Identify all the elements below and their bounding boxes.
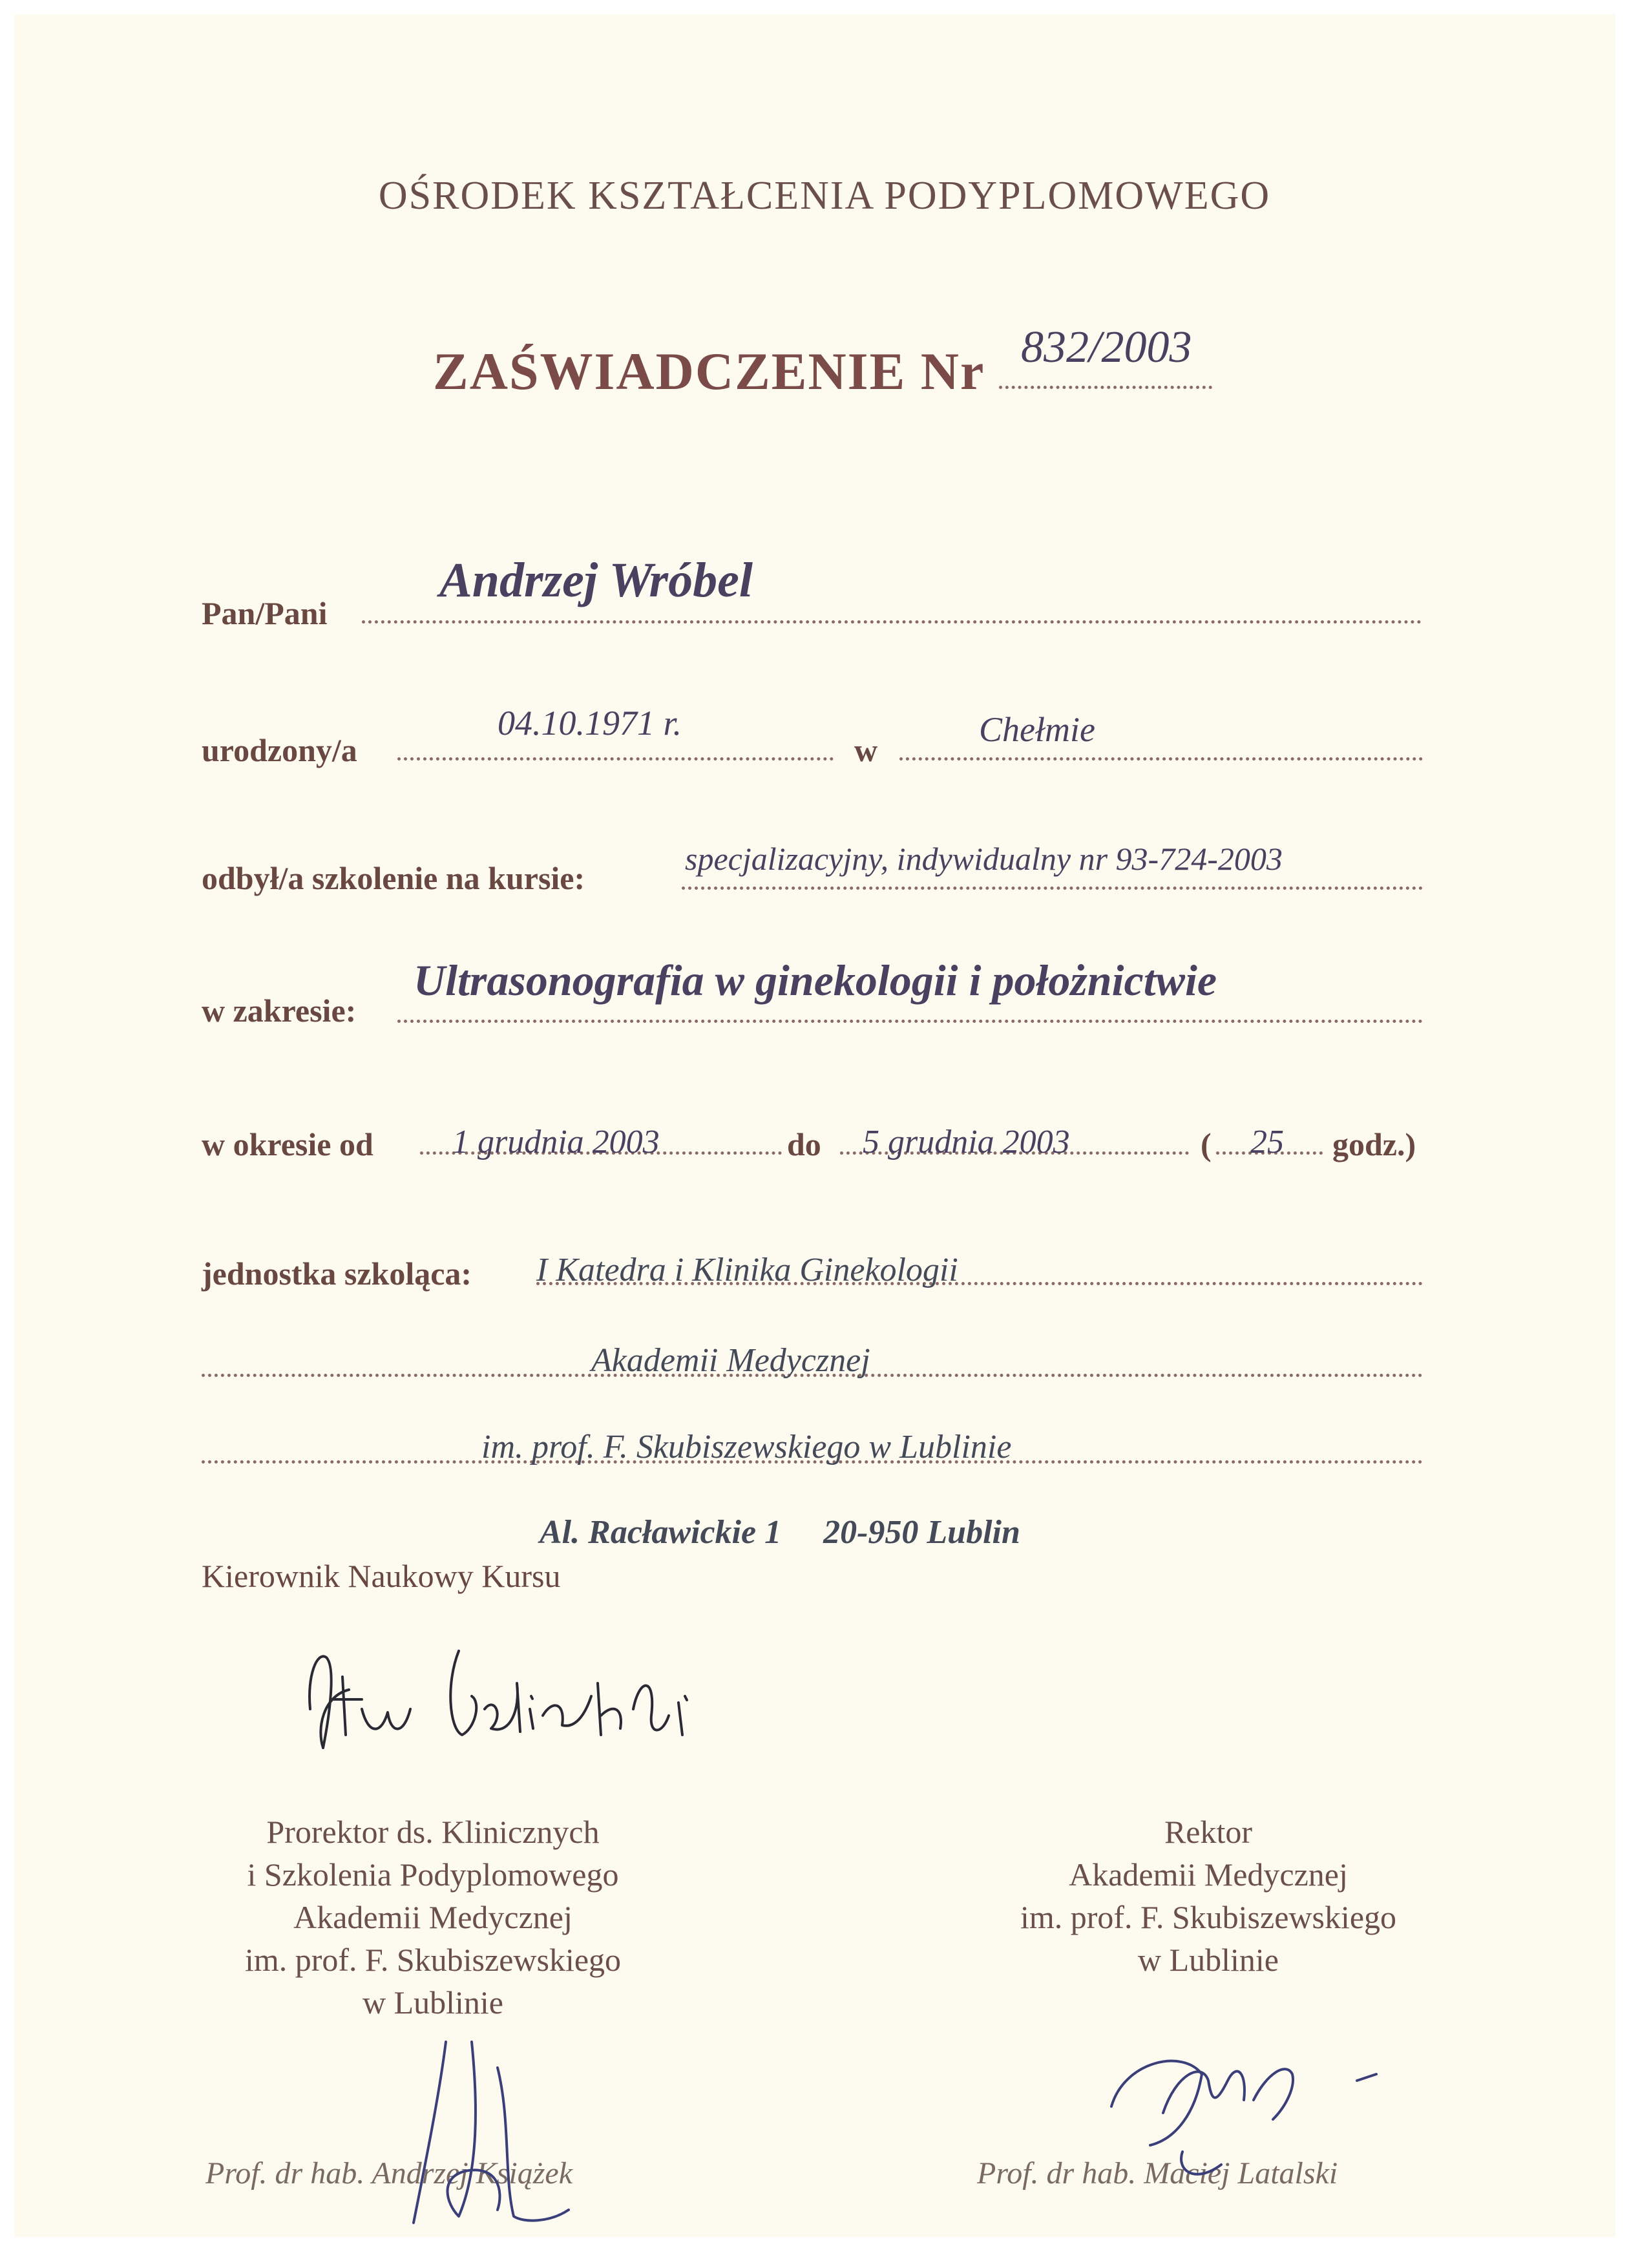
birth-date-line — [397, 757, 834, 761]
hours-value: 25 — [1250, 1124, 1284, 1160]
period-from-label: w okresie od — [202, 1126, 373, 1162]
scope-line — [397, 1020, 1423, 1023]
supervisor-signature — [297, 1638, 737, 1780]
scope-label: w zakresie: — [202, 992, 357, 1029]
prorector-line-1: Prorektor ds. Klinicznych — [266, 1814, 600, 1850]
title-label: ZAŚWIADCZENIE Nr — [433, 342, 985, 401]
period-to-label: do — [787, 1126, 821, 1162]
course-label: odbył/a szkolenie na kursie: — [202, 860, 585, 896]
period-from: 1 grudnia 2003 — [452, 1124, 660, 1160]
hours-label: godz.) — [1332, 1126, 1416, 1162]
prorector-line-4: im. prof. F. Skubiszewskiego — [244, 1942, 622, 1978]
period-to: 5 grudnia 2003 — [863, 1124, 1070, 1160]
person-name: Andrzej Wróbel — [439, 553, 753, 607]
certificate-number: 832/2003 — [1021, 322, 1192, 372]
prorector-block — [155, 1811, 711, 2024]
birth-place-line — [899, 757, 1423, 761]
rector-line-4: w Lublinie — [1137, 1942, 1279, 1978]
supervisor-title: Kierownik Naukowy Kursu — [202, 1558, 561, 1594]
unit-address: Al. Racławickie 1 20-950 Lublin — [540, 1514, 1020, 1551]
birth-date: 04.10.1971 r. — [498, 704, 682, 742]
rector-line-2: Akademii Medycznej — [1069, 1856, 1348, 1893]
prorector-name: Prof. dr hab. Andrzej Książek — [205, 2156, 573, 2190]
unit-line-2-text: Akademii Medycznej — [591, 1342, 870, 1379]
unit-line-1-text: I Katedra i Klinika Ginekologii — [536, 1252, 958, 1288]
institution-header: OŚRODEK KSZTAŁCENIA PODYPLOMOWEGO — [378, 174, 1271, 218]
rector-name: Prof. dr hab. Maciej Latalski — [977, 2156, 1338, 2190]
hours-open-paren: ( — [1201, 1126, 1212, 1162]
rector-line-3: im. prof. F. Skubiszewskiego — [1020, 1899, 1397, 1935]
birth-place-label: w — [854, 732, 878, 768]
unit-line-3-text: im. prof. F. Skubiszewskiego w Lublinie — [481, 1429, 1012, 1465]
person-label: Pan/Pani — [202, 595, 328, 631]
birth-label: urodzony/a — [202, 732, 357, 768]
course-value: specjalizacyjny, indywidualny nr 93-724-2003 — [685, 841, 1283, 877]
prorector-line-3: Akademii Medycznej — [293, 1899, 572, 1935]
prorector-line-2: i Szkolenia Podyplomowego — [247, 1856, 619, 1893]
unit-label: jednostka szkoląca: — [202, 1255, 472, 1292]
rector-block — [930, 1811, 1486, 1981]
course-line — [682, 887, 1423, 890]
birth-place: Chełmie — [979, 710, 1095, 749]
prorector-line-5: w Lublinie — [362, 1984, 504, 2021]
prorector-signature — [401, 2029, 594, 2229]
scope-value: Ultrasonografia w ginekologii i położnictwie — [414, 956, 1217, 1005]
rector-line-1: Rektor — [1164, 1814, 1253, 1850]
title-number-line — [999, 379, 1212, 389]
rector-signature — [1098, 2035, 1396, 2190]
person-line — [362, 620, 1422, 624]
